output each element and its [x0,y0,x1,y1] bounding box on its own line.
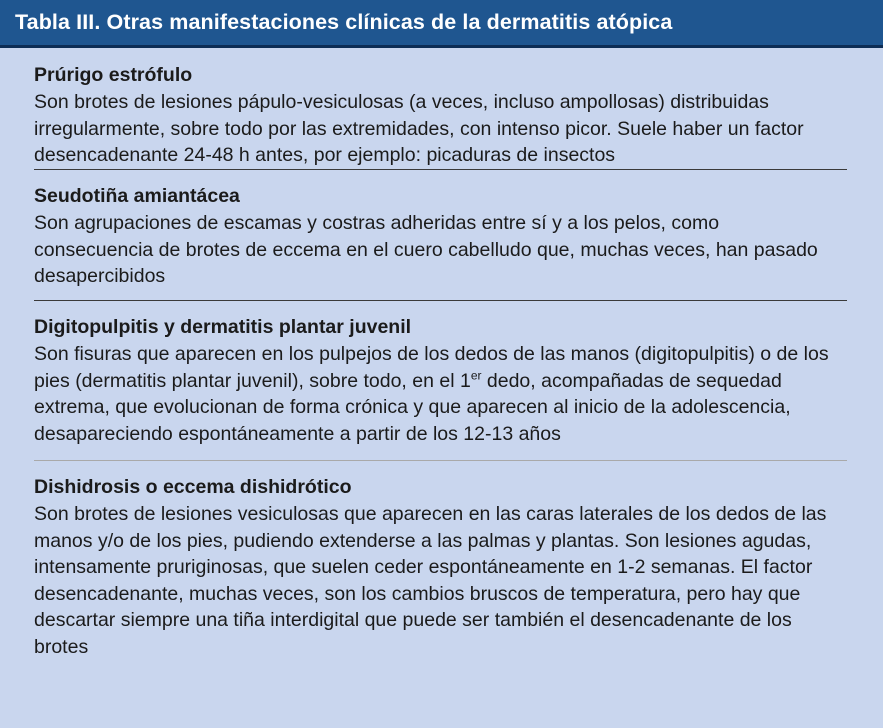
table-title: Tabla III. Otras manifestaciones clínicas de la dermatitis atópica [15,10,673,34]
section-heading: Prúrigo estrófulo [34,64,193,86]
section-heading: Dishidrosis o eccema dishidrótico [34,476,352,498]
body-text-after: dedo, acompañadas de sequedad extrema, que evolucionan de forma crónica y que aparecen al inicio de la adolescencia, desapareciendo espontáneamente a partir de los 12-13 años [34,369,791,445]
table-title-bar [0,0,883,48]
section-dishidrosis [34,460,847,670]
section-body [34,341,847,447]
section-body: Son brotes de lesiones pápulo-vesiculosas (a veces, incluso ampollosas) distribuidas irregularmente, sobre todo por las extremidades, con intenso picor. Suele haber un factor desencadenante 24-48 h antes, por ejemplo: picaduras de insectos [34,91,804,166]
section-body: Son brotes de lesiones vesiculosas que aparecen en las caras laterales de los dedos de las manos y/o de los pies, pudiendo extenderse a las palmas y plantas. Son lesiones agudas, intensamente pruriginosas, que suelen ceder espontáneamente en 1-2 semanas. El factor desencadenante, muchas veces, son los cambios bruscos de temperatura, pero hay que descartar siempre una tiña interdigital que puede ser también el desencadenante de los brotes [34,503,827,658]
section-body: Son agrupaciones de escamas y costras adheridas entre sí y a los pelos, como consecuencia de brotes de eccema en el cuero cabelludo que, muchas veces, han pasado desapercibidos [34,212,818,287]
body-text-before: Son fisuras que aparecen en los pulpejos de los dedos de las manos (digitopulpitis) o de los pies (dermatitis plantar juvenil), sobre todo, en el 1 [34,343,829,392]
section-seudotina [34,169,847,300]
section-heading: Seudotiña amiantácea [34,185,240,207]
table-content [0,48,883,670]
section-digitopulpitis [34,300,847,460]
section-heading: Digitopulpitis y dermatitis plantar juvenil [34,316,412,338]
superscript-ordinal: er [470,368,482,382]
section-prurigo [34,48,847,169]
